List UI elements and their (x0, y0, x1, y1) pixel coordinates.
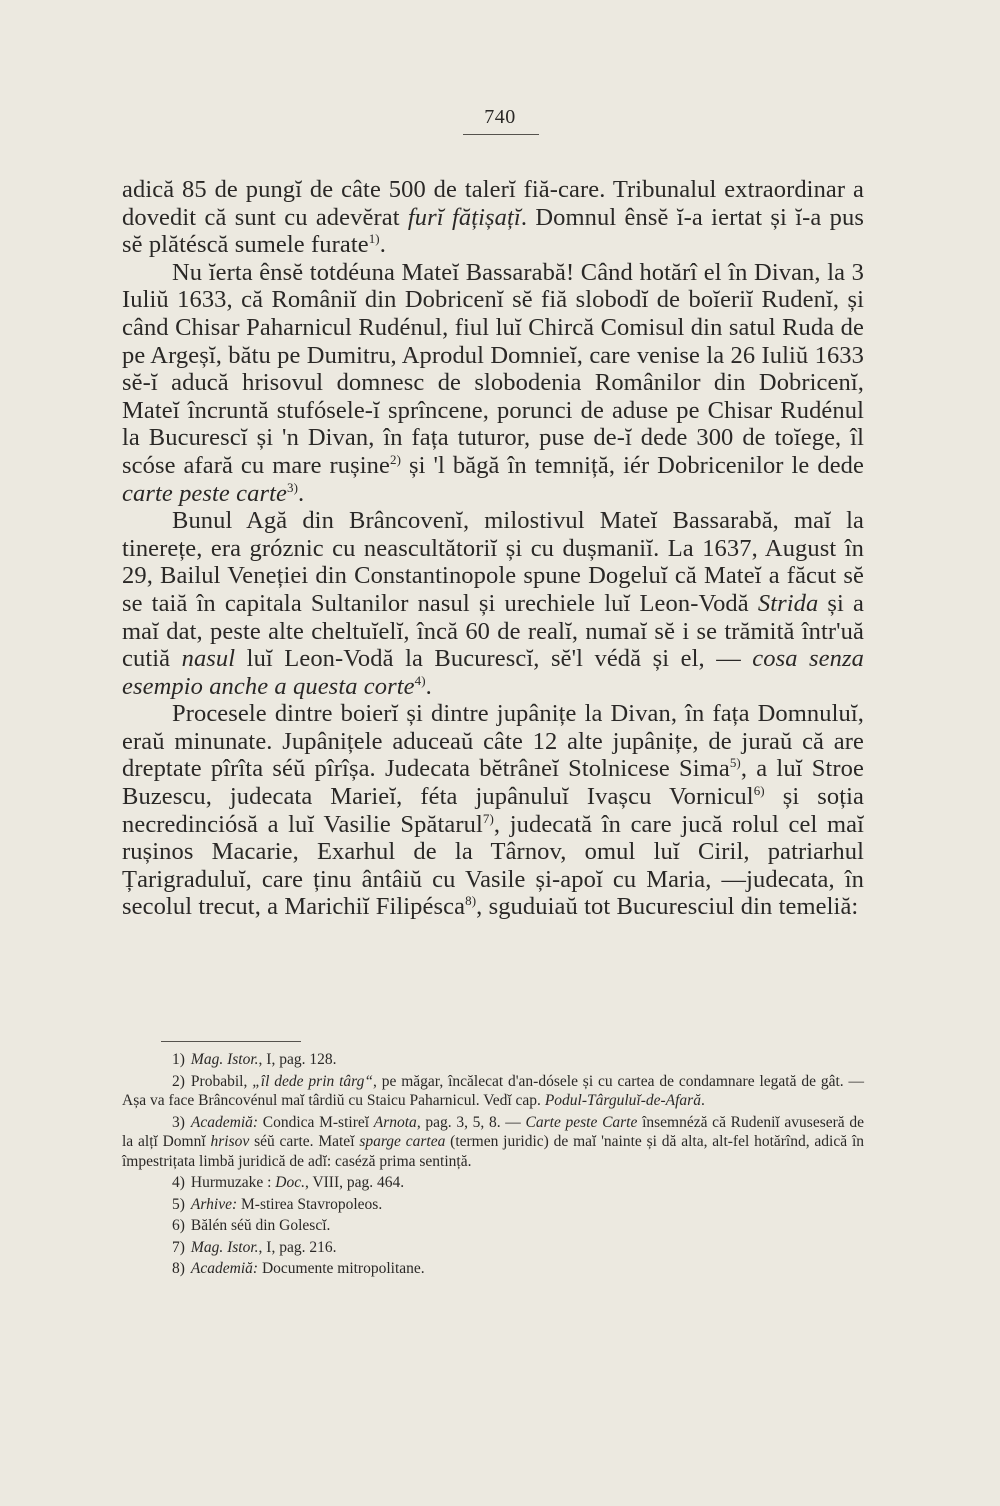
footnote-number: 4) (172, 1174, 185, 1191)
footnote (122, 1238, 864, 1258)
text-run: . (298, 479, 305, 507)
footnote-number: 8) (172, 1260, 185, 1277)
text-run: Nu ĭerta ênsĕ totdéuna Mateĭ Bassarabă! Când hotărî el în Divan, la 3 Iuliŭ 1633, că Româniĭ din Dobricenĭ sĕ fiă slobodĭ de boĭeriĭ Rudenĭ, și când Chisar Paharnicul Rudénul, fiul luĭ Chircă Comisul din satul Ruda de pe Argeșĭ, bătu pe Dumitru, Aprodul Domnieĭ, care venise la 26 Iuliŭ 1633 sĕ-ĭ aducă hrisovul domnesc de slobodenia Românilor din Dobricenĭ, Mateĭ încruntă stufósele-ĭ sprîncene, porunci de aduse pe Chisar Rudénul la Bucurescĭ și 'n Divan, în fața tuturor, puse de-ĭ dede 300 de toĭege, îl scóse afară cu mare rușine (122, 258, 864, 479)
footnote-reference: 8) (465, 893, 477, 909)
italic-text: furĭ fățișațĭ (407, 203, 521, 231)
text-run: Hurmuzake : (190, 1174, 276, 1191)
footnote (122, 1050, 864, 1070)
footnote-number: 6) (172, 1217, 185, 1234)
italic-text: Academiă: (190, 1260, 259, 1277)
paragraph (122, 507, 864, 700)
text-run: , VIII, pag. 464. (304, 1174, 405, 1191)
footnote (122, 1173, 864, 1193)
footnote-reference: 7) (482, 810, 494, 826)
footnote-number: 7) (172, 1238, 185, 1256)
italic-text: nasul (181, 645, 236, 673)
italic-text: hrisov (210, 1133, 250, 1150)
text-run: M-stirea Stavropoleos. (237, 1195, 383, 1213)
text-run: , I, pag. 128. (258, 1051, 337, 1068)
text-run: și a maĭ dat, peste alte cheltuĭelĭ, încă 60 de realĭ, numaĭ sĕ i se trămită într'uă cutiă (122, 589, 864, 673)
text-run: Bunul Agă din Brâncovenĭ, milostivul Mateĭ Bassarabă, maĭ la tinerețe, era gróznic cu neascultătoriĭ și cu dușmaniĭ. La 1637, August în 29, Bailul Veneției din Constantinopole spune Dogeluĭ că Mateĭ a făcut sĕ se taiă în capitala Sultanilor nasul și urechiele luĭ Leon-Vodă (122, 507, 864, 617)
italic-text: Mag. Istor. (190, 1238, 259, 1256)
footnote (122, 1216, 864, 1236)
text-run: . Domnul ênsĕ ĭ-a iertat și ĭ-a pus sĕ plătéscă sumele furate (122, 203, 864, 259)
italic-text: Strida (757, 589, 819, 617)
footnotes (122, 1050, 864, 1281)
footnote-reference: 5) (729, 755, 741, 771)
footnote-reference: 2) (390, 451, 402, 467)
footnote (122, 1072, 864, 1111)
text-run: însemnéză că Rudeniĭ avuseseră de la alțĭ Domnĭ (122, 1113, 864, 1150)
text-run: . (379, 231, 386, 259)
text-run: Procesele dintre boierĭ și dintre jupânițe la Divan, în fața Domnuluĭ, eraŭ minunate. Jupânițele aduceaŭ câte 12 alte jupânițe, de juraŭ că are dreptate pîrîta séŭ pîrîșa. Judecata bĕtrâneĭ Stolnicese Sima (122, 700, 864, 783)
text-run: , judecată în care jucă rolul cel maĭ rușinos Macarie, Exarhul de la Târnov, omul luĭ Ciril, patriarhul Țarigraduluĭ, care ținu ântâiŭ cu Vasile și-apoĭ cu Maria, —judecata, în secolul trecut, a Marichiĭ Filipésca (122, 810, 864, 921)
text-run: Documente mitropolitane. (258, 1260, 425, 1277)
page-number-rule (463, 134, 539, 135)
footnote-reference: 3) (286, 479, 299, 495)
text-run: , pe măgar, încălecat d'an-dósele și cu cartea de condamnare legată de gât. — Așa va face Brâncovénul maĭ târdiŭ cu Staicu Paharnicul. Vedĭ cap. (122, 1072, 864, 1109)
text-run: séŭ carte. Mateĭ (249, 1133, 360, 1150)
text-run: , a luĭ Stroe Buzescu, judecata Marieĭ, féta jupânuluĭ Ivașcu Vornicul (122, 755, 864, 811)
text-run: , I, pag. 216. (258, 1238, 337, 1256)
text-run: , pag. 3, 5, 8. — (416, 1113, 526, 1131)
footnote (122, 1195, 864, 1215)
footnote-number: 2) (172, 1072, 185, 1090)
footnote-number: 1) (172, 1051, 185, 1068)
footnote-reference: 4) (414, 672, 426, 688)
footnote (122, 1113, 864, 1172)
italic-text: carte peste carte (122, 479, 287, 507)
text-run: Probabil, (190, 1072, 253, 1090)
text-run: Condica M-stireĭ (258, 1113, 374, 1131)
paragraph (122, 259, 864, 507)
page-number: 740 (484, 106, 516, 128)
italic-text: sparge cartea (359, 1133, 446, 1150)
footnote-separator (161, 1041, 301, 1042)
footnote-reference: 6) (753, 782, 765, 798)
text-run: , sguduiaŭ tot Bucuresciul din temeliă: (476, 893, 859, 921)
text-run: (termen juridic) de maĭ 'nainte și dă alta, alt-fel hotărînd, adică în împestrițata limbă juridică de adĭ: caséză prima sentință. (122, 1133, 864, 1170)
italic-text: Doc. (275, 1174, 305, 1191)
text-run: . (425, 672, 432, 700)
footnote-number: 3) (172, 1113, 185, 1131)
footnote (122, 1259, 864, 1279)
italic-text: Carte peste Carte (525, 1113, 638, 1131)
italic-text: „îl dede prin târg“ (252, 1072, 373, 1090)
text-run: și soția necredinciósă a luĭ Vasilie Spătarul (122, 783, 864, 838)
paragraph (122, 700, 864, 921)
italic-text: cosa senza esempio anche a questa corte (122, 645, 864, 700)
italic-text: Arhive: (190, 1195, 238, 1213)
text-run: și 'l băgă în temniță, iér Dobricenilor le dede (401, 451, 864, 479)
text-run: luĭ Leon-Vodă la Bucurescĭ, sĕ'l védă și el, — (235, 645, 753, 673)
text-run: . (700, 1092, 705, 1109)
italic-text: Mag. Istor. (190, 1051, 259, 1068)
italic-text: Academiă: (190, 1113, 259, 1131)
italic-text: Podul-Târguluĭ-de-Afară (544, 1092, 701, 1109)
text-run: Bălén séŭ din Golescĭ. (190, 1217, 331, 1234)
italic-text: Arnota (373, 1113, 417, 1131)
text-run: adică 85 de pungĭ de câte 500 de talerĭ fiă-care. Tribunalul extraordinar a dovedit că sunt cu adevĕrat (122, 176, 864, 231)
paragraph (122, 176, 864, 259)
footnote-reference: 1) (368, 231, 380, 247)
body-text (122, 176, 864, 921)
footnote-number: 5) (172, 1195, 185, 1213)
